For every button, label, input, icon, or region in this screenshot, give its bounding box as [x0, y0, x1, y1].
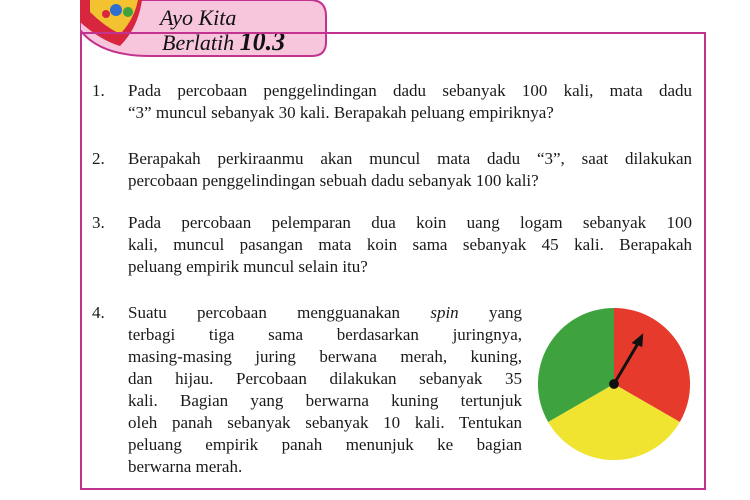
question-line: Pada percobaan pelemparan dua koin uang logam sebanyak 100 [128, 213, 692, 232]
question-number: 4. [92, 303, 105, 322]
question-line: peluang empirik panah menunjuk ke bagian [128, 435, 522, 454]
question-line: oleh panah sebanyak sebanyak 10 kali. Tentukan [128, 413, 522, 432]
spinner-center [609, 379, 619, 389]
question-line: dan hijau. Percobaan dilakukan sebanyak 35 [128, 369, 522, 388]
question-line: peluang empirik muncul selain itu? [128, 257, 368, 276]
question-number: 3. [92, 213, 105, 232]
question-number: 2. [92, 149, 105, 168]
section-number: 10.3 [239, 27, 286, 56]
spinner-illustration [536, 306, 692, 462]
section-title-line2: Berlatih [162, 30, 235, 55]
question-line: Berapakah perkiraanmu akan muncul mata dadu “3”, saat dilakukan [128, 149, 692, 168]
question-line: kali. Bagian yang berwarna kuning tertunjuk [128, 391, 522, 410]
question-3 [92, 212, 692, 278]
question-2 [92, 148, 692, 192]
italic-term: spin [430, 303, 459, 322]
question-number: 1. [92, 81, 105, 100]
question-line: Suatu percobaan mengguanakan spin yang [128, 303, 522, 322]
question-line: terbagi tiga sama berdasarkan juringnya, [128, 325, 522, 344]
question-line: masing-masing juring berwana merah, kuning, [128, 347, 522, 366]
question-1 [92, 80, 692, 124]
question-line: percobaan penggelindingan sebuah dadu sebanyak 100 kali? [128, 171, 539, 190]
section-title-line1: Ayo Kita [160, 5, 237, 30]
question-4 [92, 302, 522, 478]
question-line: kali, muncul pasangan mata koin sama sebanyak 45 kali. Berapakah [128, 235, 692, 254]
question-line: berwarna merah. [128, 457, 243, 476]
question-line: “3” muncul sebanyak 30 kali. Berapakah peluang empiriknya? [128, 103, 554, 122]
question-line: Pada percobaan penggelindingan dadu sebanyak 100 kali, mata dadu [128, 81, 692, 100]
